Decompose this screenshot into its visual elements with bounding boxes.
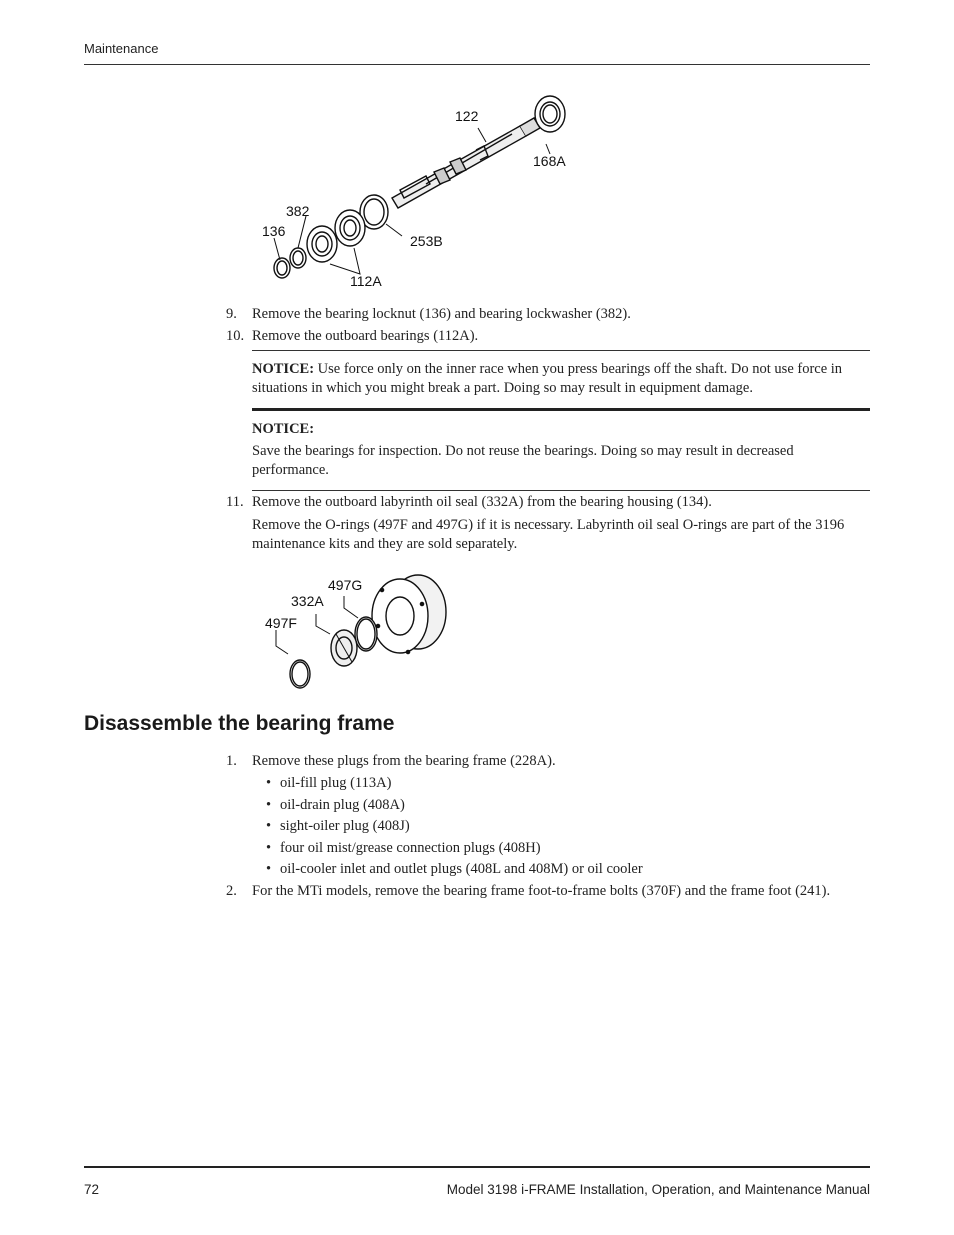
list-item <box>266 838 643 860</box>
bullet-icon: • <box>266 839 272 856</box>
plug-list <box>266 773 643 881</box>
step-text: Remove the outboard labyrinth oil seal (332A) from the bearing housing (134). <box>252 494 712 510</box>
list-item-text: oil-fill plug (113A) <box>280 775 392 791</box>
step-text: For the MTi models, remove the bearing frame foot-to-frame bolts (370F) and the frame foot (241). <box>252 883 831 899</box>
notice-box-1 <box>252 360 870 398</box>
list-item-text: oil-drain plug (408A) <box>280 796 405 813</box>
callout-168a: 168A <box>533 153 566 169</box>
bullet-icon: • <box>266 796 272 813</box>
header-rule <box>84 64 870 65</box>
list-item-text: sight-oiler plug (408J) <box>280 818 410 835</box>
list-item-text: oil-cooler inlet and outlet plugs (408L and 408M) or oil cooler <box>280 861 643 878</box>
page-number: 72 <box>84 1182 100 1197</box>
step-9 <box>226 305 631 324</box>
section-step-1 <box>226 752 556 771</box>
callout-497f: 497F <box>265 615 297 631</box>
list-item-text: four oil mist/grease connection plugs (408H) <box>280 839 541 856</box>
labyrinth-seal-figure <box>258 570 458 694</box>
notice-rule-top <box>252 350 870 351</box>
section-step-2 <box>226 882 830 901</box>
notice-2-text: Save the bearings for inspection. Do not reuse the bearings. Doing so may result in decreased performance. <box>252 443 794 478</box>
bullet-icon: • <box>266 818 272 835</box>
step-10 <box>226 327 478 346</box>
callout-332a: 332A <box>291 593 324 609</box>
callout-382: 382 <box>286 203 310 219</box>
list-item <box>266 773 643 795</box>
list-item <box>266 795 643 817</box>
list-item <box>266 859 643 881</box>
step-number: 10. <box>226 328 245 344</box>
callout-253b: 253B <box>410 233 443 249</box>
bullet-icon: • <box>266 775 272 791</box>
step-text: Remove the outboard bearings (112A). <box>252 328 479 344</box>
step-11-body: Remove the O-rings (497F and 497G) if it is necessary. Labyrinth oil seal O-rings are part of the 3196 maintenance kits and they are sold separately. <box>252 517 845 552</box>
step-11 <box>226 493 712 512</box>
footer-rule <box>84 1166 870 1168</box>
step-text: Remove these plugs from the bearing frame (228A). <box>252 753 556 769</box>
step-number: 9. <box>226 306 237 322</box>
notice-text: Use force only on the inner race when you press bearings off the shaft. Do not use force in situations in which you might break a part. Doing so may result in equipment damage. <box>252 361 843 396</box>
step-number: 1. <box>226 753 237 769</box>
bullet-icon: • <box>266 861 272 878</box>
step-number: 2. <box>226 883 237 899</box>
notice-rule-bottom <box>252 490 870 491</box>
step-number: 11. <box>226 494 244 510</box>
callout-136: 136 <box>262 223 286 239</box>
step-text: Remove the bearing locknut (136) and bearing lockwasher (382). <box>252 306 631 322</box>
manual-title: Model 3198 i-FRAME Installation, Operation, and Maintenance Manual <box>446 1182 870 1197</box>
shaft-bearing-figure <box>250 88 590 296</box>
notice-label: NOTICE: <box>252 361 315 377</box>
notice-box-2 <box>252 420 870 439</box>
notice-label: NOTICE: <box>252 421 315 437</box>
callout-112a: 112A <box>350 273 382 289</box>
section-title: Disassemble the bearing frame <box>84 712 395 735</box>
notice-rule-separator <box>252 408 870 411</box>
callout-122: 122 <box>455 108 479 124</box>
callout-497g: 497G <box>328 577 363 593</box>
running-header: Maintenance <box>84 41 159 56</box>
list-item <box>266 816 643 838</box>
